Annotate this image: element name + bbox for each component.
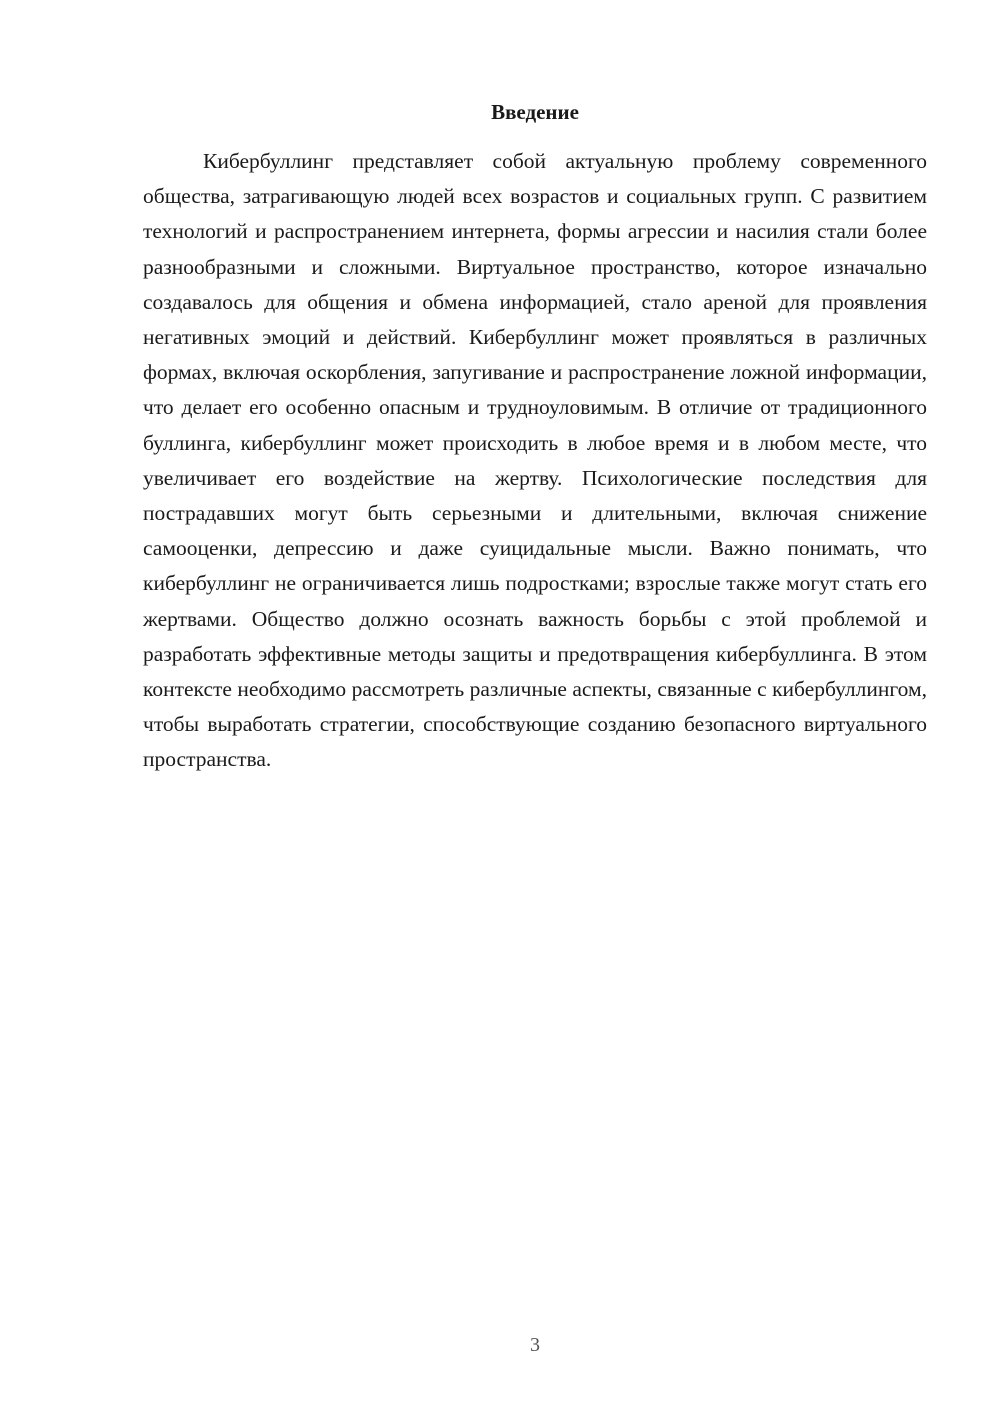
body-paragraph: Кибербуллинг представляет собой актуальную проблему современного общества, затрагивающую людей всех возрастов и социальных групп. С развитием технологий и распространением интернета, формы агрессии и насилия стали более разнообразными и сложными. Виртуальное пространство, которое изначально создавалось для общения и обмена информацией, стало ареной для проявления негативных эмоций и действий. Кибербуллинг может проявляться в различных формах, включая оскорбления, запугивание и распространение ложной информации, что делает его особенно опасным и трудноуловимым. В отличие от традиционного буллинга, кибербуллинг может происходить в любое время и в любом месте, что увеличивает его воздействие на жертву. Психологические последствия для пострадавших могут быть серьезными и длительными, включая снижение самооценки, депрессию и даже суицидальные мысли. Важно понимать, что кибербуллинг не ограничивается лишь подростками; взрослые также могут стать его жертвами. Общество должно осознать важность борьбы с этой проблемой и разработать эффективные методы защиты и предотвращения кибербуллинга. В этом контексте необходимо рассмотреть различные аспекты, связанные с кибербуллингом, чтобы выработать стратегии, способствующие созданию безопасного виртуального пространства. [143,149,927,772]
page-number: 3 [530,1334,540,1356]
section-heading: Введение [491,100,579,124]
